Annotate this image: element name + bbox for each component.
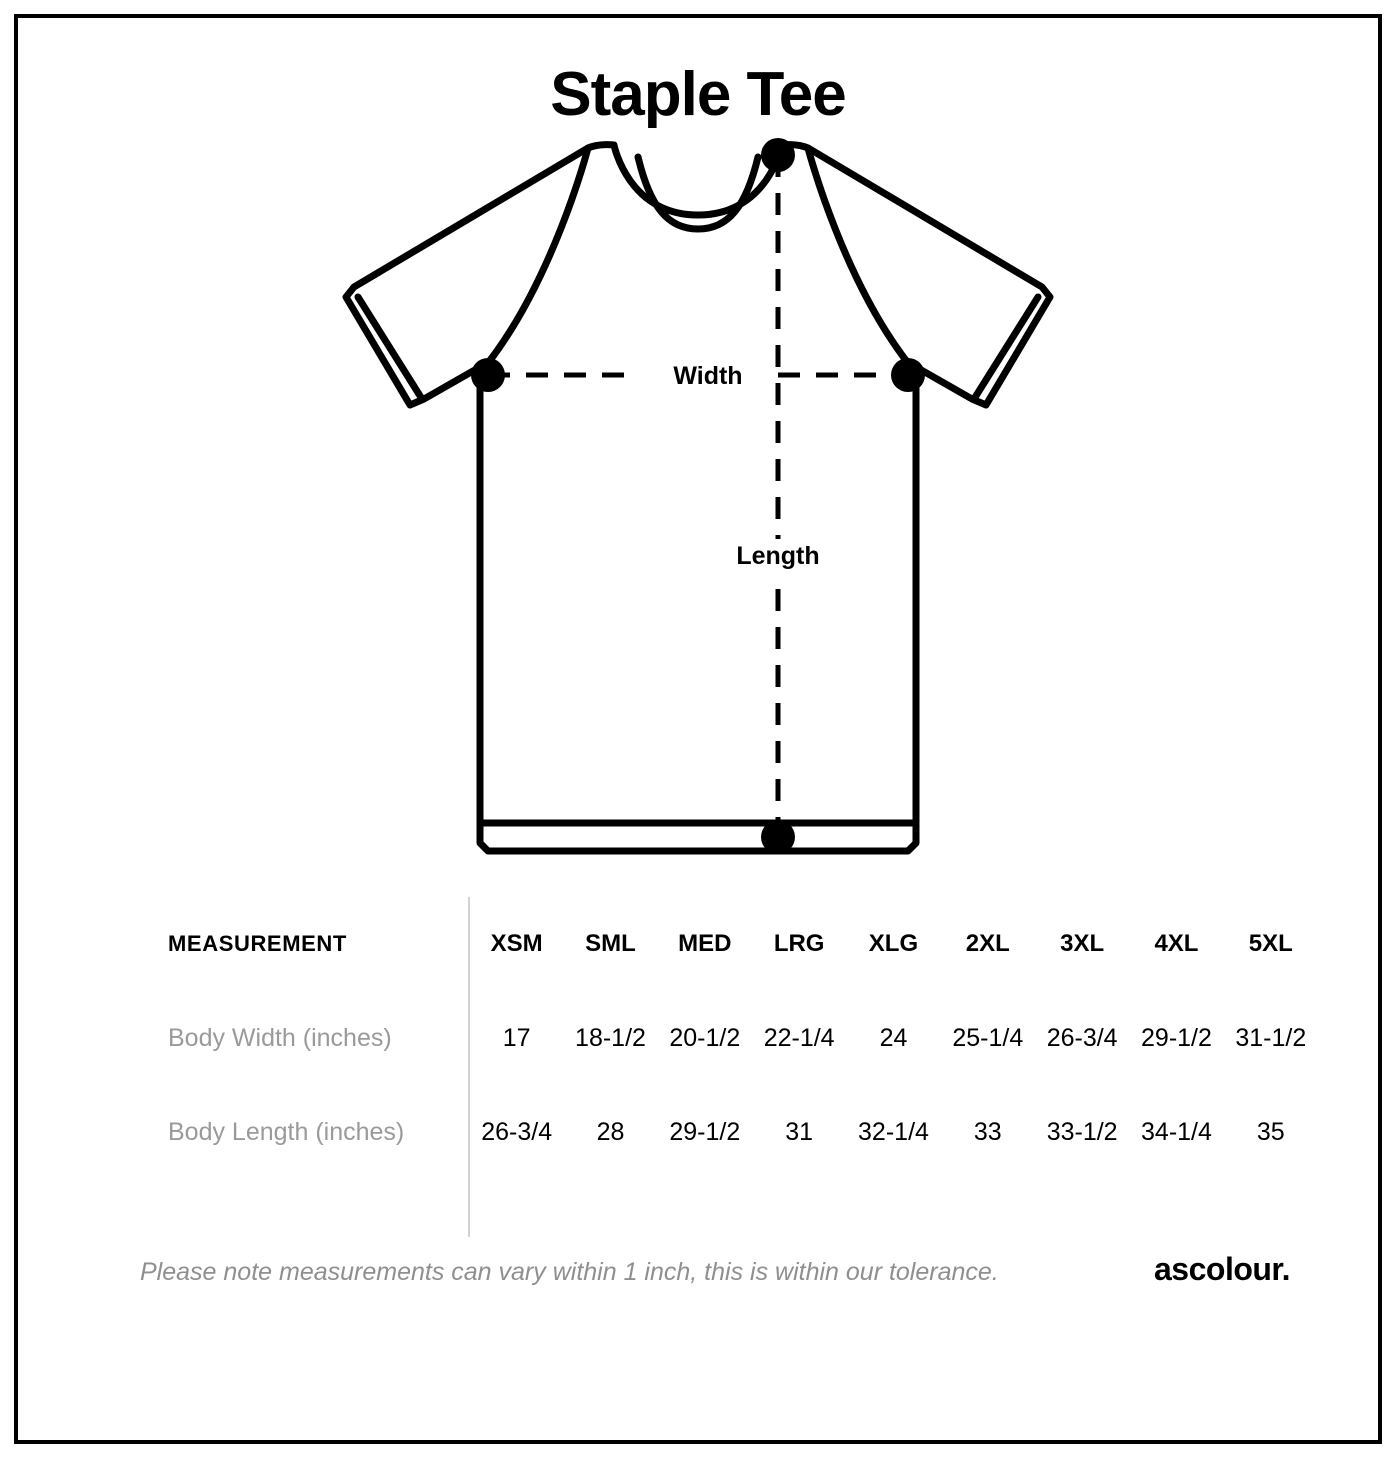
row-label-body-length: Body Length (inches)	[106, 1085, 469, 1179]
size-header-lrg: LRG	[773, 930, 825, 958]
table-row	[106, 1085, 1318, 1179]
cell-body-width-xsm: 17	[502, 1023, 531, 1052]
cell-body-width-4xl: 29-1/2	[1141, 1023, 1212, 1052]
cell-body-length-sml: 28	[596, 1117, 625, 1146]
size-table	[106, 897, 1318, 1237]
spacer-cell	[469, 1179, 1318, 1237]
size-header-4xl: 4XL	[1154, 930, 1199, 958]
dimension-dots	[471, 138, 925, 854]
chart-frame	[14, 14, 1382, 1444]
cell-body-length-5xl: 35	[1256, 1117, 1285, 1146]
cell-body-length-3xl: 33-1/2	[1046, 1117, 1118, 1146]
cell-body-length-xsm: 26-3/4	[481, 1117, 553, 1146]
cell-body-length-lrg: 31	[785, 1117, 814, 1146]
cell-body-width-5xl: 31-1/2	[1235, 1023, 1307, 1052]
measurement-table-area	[78, 897, 1318, 1237]
size-header-xlg: XLG	[868, 930, 919, 958]
cell-body-length-2xl: 33	[973, 1117, 1002, 1146]
table-header-row	[106, 897, 1318, 991]
measurement-header: MEASUREMENT	[106, 897, 469, 991]
tshirt-icon	[338, 137, 1058, 877]
size-header-med: MED	[678, 930, 732, 958]
size-header-5xl: 5XL	[1248, 930, 1293, 958]
cell-body-width-lrg: 22-1/4	[763, 1023, 835, 1052]
cell-body-width-3xl: 26-3/4	[1046, 1023, 1118, 1052]
cell-body-length-xlg: 32-1/4	[858, 1117, 929, 1146]
size-header-sml: SML	[585, 930, 636, 958]
width-label: Width	[673, 362, 743, 391]
size-header-xsm: XSM	[490, 930, 543, 958]
table-row	[106, 991, 1318, 1085]
brand-logo: ascolour.	[1154, 1251, 1290, 1288]
page-title: Staple Tee	[550, 60, 846, 129]
cell-body-width-sml: 18-1/2	[575, 1023, 646, 1052]
cell-body-length-4xl: 34-1/4	[1141, 1117, 1212, 1146]
tolerance-note: Please note measurements can vary within 1 inch, this is within our tolerance.	[140, 1258, 999, 1287]
cell-body-width-med: 20-1/2	[669, 1023, 741, 1052]
cell-body-width-xlg: 24	[879, 1023, 908, 1052]
row-label-body-width: Body Width (inches)	[106, 991, 469, 1085]
footer	[78, 1251, 1318, 1288]
spacer-cell	[106, 1179, 469, 1237]
length-label: Length	[736, 542, 820, 571]
size-header-3xl: 3XL	[1060, 930, 1105, 958]
table-spacer-row	[106, 1179, 1318, 1237]
tshirt-diagram	[18, 137, 1378, 897]
cell-body-length-med: 29-1/2	[669, 1117, 741, 1146]
size-header-2xl: 2XL	[965, 930, 1010, 958]
cell-body-width-2xl: 25-1/4	[952, 1023, 1024, 1052]
